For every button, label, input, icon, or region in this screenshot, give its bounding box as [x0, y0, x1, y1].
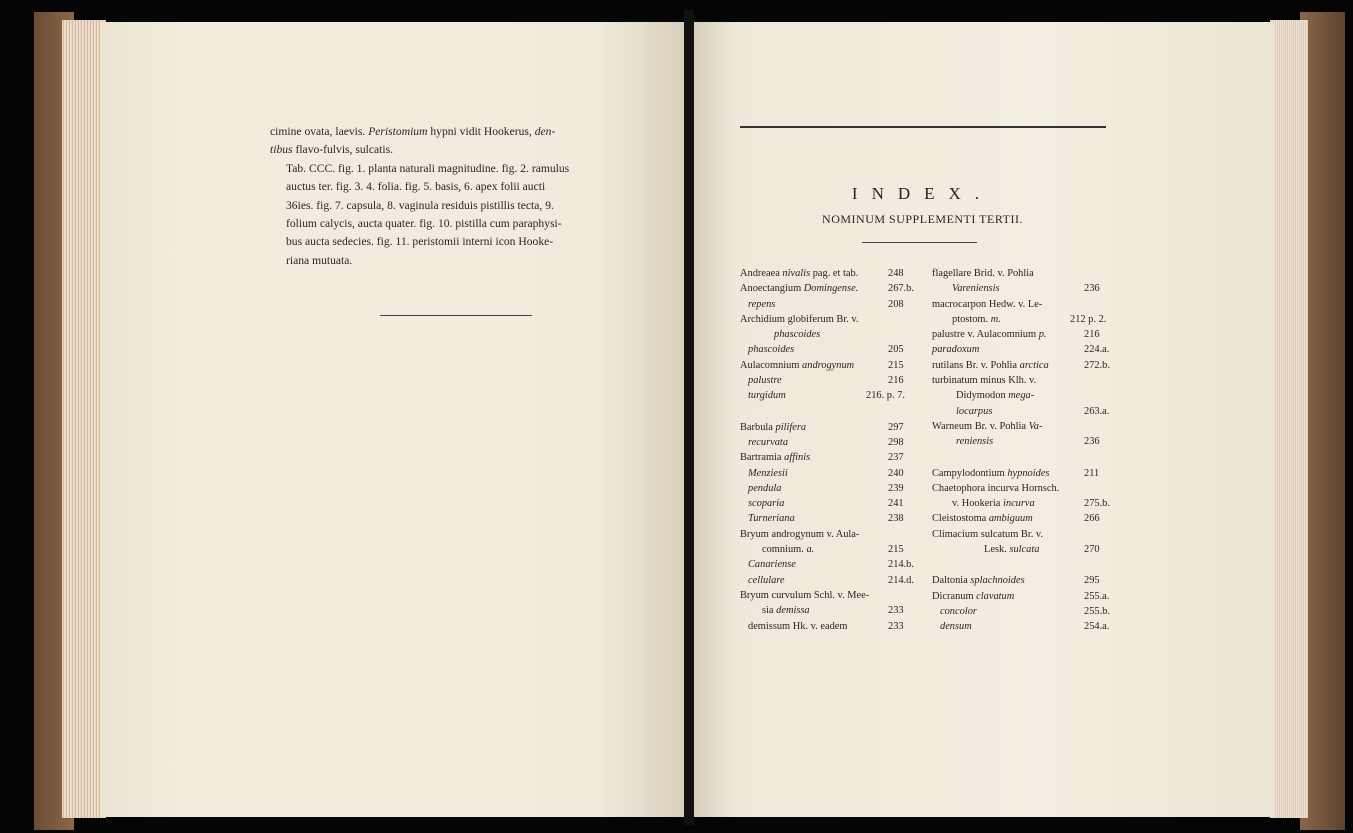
italic-text: androgynum [802, 359, 855, 371]
index-entry-page: 270 [1084, 544, 1100, 556]
index-entry-name [740, 420, 806, 435]
index-entry [740, 603, 910, 618]
italic-text: mega- [1008, 390, 1035, 402]
index-entry-page: 214.b. [888, 559, 914, 571]
index-entry [932, 358, 1117, 373]
index-entry-name [940, 619, 972, 634]
italic-text: scoparia [748, 498, 785, 510]
index-entry-page: 216 [888, 375, 904, 387]
index-entry [740, 327, 910, 342]
index-entry [932, 281, 1117, 296]
italic-text: Domingense. [803, 283, 859, 295]
index-entry [932, 342, 1117, 357]
index-entry-name [932, 481, 1059, 496]
text-line [270, 252, 654, 270]
index-entry [932, 527, 1117, 542]
page-edges-right [1270, 20, 1308, 818]
index-entry [932, 419, 1117, 434]
index-entry-name [748, 466, 788, 481]
index-entry [932, 373, 1117, 388]
index-gap [740, 404, 910, 420]
index-entry-name [748, 619, 847, 634]
index-entry-page: 208 [888, 298, 904, 310]
index-entry [932, 604, 1117, 619]
index-entry-name [748, 435, 788, 450]
index-entry-page: 205 [888, 344, 904, 356]
index-entry-page: 297 [888, 421, 904, 433]
text-span: flagellare Brid. v. Pohlia [932, 268, 1034, 279]
index-entry [932, 496, 1117, 511]
index-entry-page: 237 [888, 452, 904, 464]
text-span: folium calycis, aucta quater. fig. 10. pistilla cum paraphysi- [286, 217, 562, 231]
index-entry-name [748, 481, 781, 496]
text-span: turbinatum minus Klh. v. [932, 375, 1037, 387]
text-span: cimine ovata, laevis. [270, 125, 369, 138]
index-entry-page: 236 [1084, 283, 1100, 295]
index-entry [740, 527, 910, 542]
italic-text: pendula [748, 482, 782, 494]
index-entry-name [748, 496, 784, 511]
index-entry [740, 450, 910, 465]
text-span: Daltonia [932, 575, 971, 587]
index-entry [932, 542, 1117, 557]
text-line [270, 178, 654, 196]
index-subtitle: NOMINUM SUPPLEMENTI TERTII. [822, 212, 1023, 226]
italic-text: clavatum [976, 590, 1015, 602]
text-span: auctus ter. fig. 3. 4. folia. fig. 5. basis, 6. apex folii aucti [286, 180, 546, 194]
italic-text: Peristomium [368, 125, 428, 138]
index-entry-page: 216 [1084, 329, 1100, 341]
text-span: Bartramia [740, 452, 785, 464]
italic-text: tibus [270, 143, 293, 157]
italic-text: phascoides [774, 329, 821, 341]
text-span: sia [762, 605, 777, 617]
italic-text: p. [1038, 329, 1047, 341]
index-entry [740, 435, 910, 450]
index-entry-page: 248 [888, 268, 904, 279]
index-entry-name [932, 297, 1042, 312]
index-entry [932, 511, 1117, 526]
index-entry-name [984, 542, 1039, 557]
text-line [270, 160, 654, 178]
text-span: Lesk. [984, 544, 1010, 556]
text-span: Bryum curvulum Schl. v. Mee- [740, 589, 870, 601]
text-span: Tab. CCC. fig. 1. planta naturali magnitudine. fig. 2. ramulus [286, 161, 570, 175]
index-entry [740, 557, 914, 572]
text-span: Campylodontium [932, 467, 1008, 479]
index-entry-name [952, 312, 1001, 327]
index-entry-name [748, 557, 796, 572]
index-entry-name [748, 342, 794, 357]
index-entry [740, 481, 910, 496]
index-entry [932, 266, 1117, 281]
index-entry-name [740, 450, 810, 465]
index-entry-page: 216. p. 7. [866, 390, 905, 402]
italic-text: turgidum [748, 390, 786, 402]
index-entry-name [932, 373, 1036, 388]
index-entry [740, 420, 910, 435]
text-span: hypni vidit Hookerus, [427, 125, 535, 138]
index-entry-name [748, 388, 786, 403]
index-entry-name [740, 527, 859, 542]
text-span: 36ies. fig. 7. capsula, 8. vaginula residuis pistillis tecta, 9. [286, 198, 554, 212]
index-entry-name [762, 603, 810, 618]
index-entry [932, 619, 1117, 634]
index-entry-name [740, 588, 869, 603]
index-entry [740, 542, 910, 557]
index-entry-name [952, 281, 1000, 296]
index-entry [740, 297, 910, 312]
text-span: rutilans Br. v. Pohlia [932, 359, 1020, 371]
italic-text: nivalis [782, 268, 811, 279]
index-entry-name [740, 266, 858, 281]
index-entry-page: 224.a. [1084, 344, 1110, 356]
index-entry-page: 212 p. 2. [1070, 313, 1107, 325]
text-span: pag. et tab. [810, 268, 859, 279]
index-entry-name [748, 297, 775, 312]
text-span: riana mutuata. [286, 253, 353, 267]
index-entry [932, 404, 1117, 419]
index-entry [932, 589, 1117, 604]
italic-text: recurvata [748, 436, 789, 448]
text-span: Climacium sulcatum Br. v. [932, 528, 1044, 540]
italic-text: incurva [1002, 498, 1035, 510]
italic-text: reniensis [956, 436, 994, 448]
text-span: Warneum Br. v. Pohlia [932, 420, 1029, 432]
index-entry-page: 239 [888, 482, 904, 494]
index-entry-name [932, 511, 1033, 526]
index-entry [740, 511, 910, 526]
index-entry-page: 236 [1084, 436, 1100, 448]
italic-text: phascoides [748, 344, 795, 356]
text-span: flavo-fulvis, sulcatis. [292, 143, 394, 157]
index-column-2 [932, 266, 1117, 635]
italic-text: concolor [940, 605, 977, 617]
index-entry [740, 466, 910, 481]
index-entry [932, 481, 1117, 496]
index-entry-name [740, 281, 858, 296]
italic-text: cellulare [748, 574, 785, 586]
index-entry [740, 573, 914, 588]
index-entry-page: 215 [888, 359, 904, 371]
index-entry-name [932, 327, 1046, 342]
book-gutter [684, 10, 694, 825]
index-entry [932, 388, 1117, 403]
italic-text: locarpus [956, 405, 993, 417]
index-entry-name [748, 573, 785, 588]
index-entry-page: 240 [888, 467, 904, 479]
italic-text: arctica [1019, 359, 1049, 371]
index-entry-page: 255.a. [1084, 590, 1110, 602]
text-span: Chaetophora incurva Hornsch. [932, 482, 1060, 494]
italic-text: den- [534, 125, 556, 138]
index-entry [740, 266, 910, 281]
index-entry [740, 281, 914, 296]
index-entry-name [956, 434, 993, 449]
index-entry-page: 215 [888, 544, 904, 556]
index-entry-page: 272.b. [1084, 359, 1110, 371]
text-span: Dicranum [932, 590, 977, 602]
index-entry-page: 255.b. [1084, 605, 1110, 617]
index-entry [932, 434, 1117, 449]
index-subtitle-rule [862, 242, 977, 243]
index-entry [932, 312, 1117, 327]
index-entry-name [956, 388, 1034, 403]
index-entry-name [740, 358, 854, 373]
index-entry [740, 619, 910, 634]
italic-text: sulcata [1009, 544, 1040, 556]
left-page-rule [380, 315, 532, 316]
text-line [270, 197, 654, 215]
index-entry [740, 358, 910, 373]
index-entry [932, 573, 1117, 588]
index-entry [740, 373, 910, 388]
index-title: INDEX. [851, 184, 994, 203]
text-line [270, 233, 654, 251]
index-entry-page: 211 [1084, 467, 1100, 479]
italic-text: Canariense [748, 559, 796, 571]
italic-text: ambiguum [988, 513, 1033, 525]
index-entry-name [740, 312, 859, 327]
italic-text: palustre [748, 375, 782, 387]
italic-text: Va- [1028, 420, 1043, 432]
text-span: macrocarpon Hedw. v. Le- [932, 298, 1043, 310]
index-entry [740, 496, 910, 511]
index-entry [740, 588, 910, 603]
index-entry-page: 233 [888, 605, 904, 617]
text-span: demissum Hk. v. eadem [748, 620, 848, 632]
text-span: Didymodon [956, 390, 1009, 402]
text-span: Anoectangium [740, 283, 804, 295]
index-entry-name [932, 527, 1043, 542]
index-entry [740, 342, 910, 357]
index-entry-name [932, 589, 1014, 604]
text-span: comnium. [762, 544, 807, 556]
index-entry-name [748, 511, 795, 526]
index-entry-page: 254.a. [1084, 621, 1110, 633]
index-entry-name [932, 573, 1025, 588]
index-entry-name [932, 358, 1049, 373]
text-span: Bryum androgynum v. Aula- [740, 528, 860, 540]
index-entry-page: 241 [888, 498, 904, 510]
italic-text: densum [940, 621, 972, 633]
index-entry [740, 312, 910, 327]
italic-text: a. [806, 544, 815, 556]
italic-text: hypnoides [1007, 467, 1050, 479]
index-entry [932, 466, 1117, 481]
index-entry [740, 388, 910, 403]
italic-text: affinis [784, 452, 811, 464]
text-line [270, 141, 654, 159]
italic-text: pilifera [775, 421, 807, 433]
index-entry-page: 233 [888, 620, 904, 632]
italic-text: Vareniensis [952, 283, 1000, 295]
italic-text: m. [990, 313, 1001, 325]
index-entry-name [940, 604, 977, 619]
text-span: Archidium globiferum Br. v. [740, 313, 859, 325]
index-gap [932, 450, 1117, 466]
index-entry-page: 263.a. [1084, 405, 1110, 417]
text-span: Cleistostoma [932, 513, 989, 525]
right-page-top-rule [740, 126, 1106, 128]
index-column-1 [740, 266, 914, 634]
index-entry-name [762, 542, 814, 557]
index-entry-name [932, 419, 1042, 434]
index-entry-name [748, 373, 782, 388]
index-entry-name [932, 466, 1049, 481]
text-span: Andreaea [740, 268, 783, 279]
text-line [270, 215, 654, 233]
index-entry-name [932, 266, 1034, 281]
index-entry-page: 275.b. [1084, 498, 1110, 510]
index-gap [932, 557, 1117, 573]
index-entry-page: 266 [1084, 513, 1100, 525]
index-entry-name [956, 404, 992, 419]
index-entry-name [952, 496, 1035, 511]
text-span: palustre v. Aulacomnium [932, 329, 1039, 341]
text-span: bus aucta sedecies. fig. 11. peristomii interni icon Hooke- [286, 235, 554, 249]
index-entry-page: 214.d. [888, 574, 914, 586]
left-page-text [270, 123, 654, 270]
index-entry-page: 295 [1084, 575, 1100, 587]
index-entry-page: 267.b. [888, 283, 914, 295]
index-entry-name [774, 327, 820, 342]
italic-text: repens [748, 298, 776, 310]
italic-text: splachnoides [970, 575, 1025, 587]
italic-text: Menziesii [748, 467, 788, 479]
italic-text: paradoxum [932, 344, 980, 356]
index-entry [932, 297, 1117, 312]
text-span: v. Hookeria [952, 498, 1003, 510]
italic-text: Turneriana [748, 513, 795, 525]
italic-text: demissa [776, 605, 810, 617]
index-entry-name [932, 342, 979, 357]
text-line [270, 123, 654, 141]
text-span: Barbula [740, 421, 776, 433]
text-span: Aulacomnium [740, 359, 803, 371]
index-entry-page: 298 [888, 436, 904, 448]
index-entry [932, 327, 1117, 342]
index-entry-page: 238 [888, 513, 904, 525]
text-span: ptostom. [952, 313, 991, 325]
